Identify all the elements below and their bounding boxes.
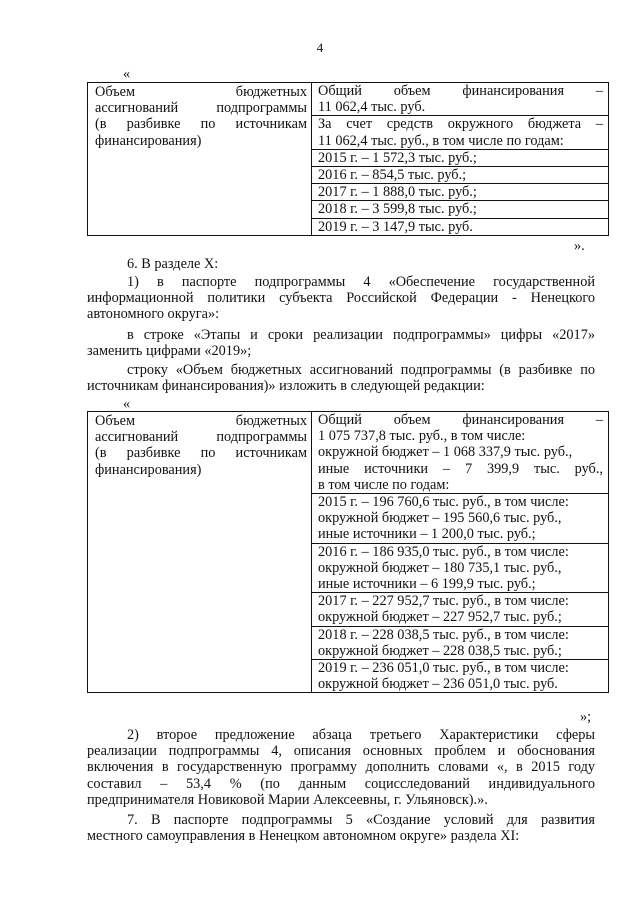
p7-line: 7. В паспорте подпрограммы 5 «Создание условий для развития xyxy=(127,812,595,828)
p2-line: включения в государственную программу дополнить словами «, в 2015 году xyxy=(87,759,595,776)
table2-label-cell xyxy=(88,412,312,693)
item1-line: 1) в паспорте подпрограммы 4 «Обеспечение государственной xyxy=(127,274,595,290)
table2-line: окружной бюджет – 227 952,7 тыс. руб.; xyxy=(318,609,562,626)
table1-label-line: Объем бюджетных xyxy=(95,84,307,100)
table2-line: 2019 г. – 236 051,0 тыс. руб., в том числе: xyxy=(318,660,569,677)
table2-row-2015 xyxy=(312,494,608,544)
table2-row-2017 xyxy=(312,593,608,626)
table2-line: иные источники – 6 199,9 тыс. руб.; xyxy=(318,576,536,593)
table1-label-line: финансирования) xyxy=(95,132,202,149)
table1-line: 2018 г. – 3 599,8 тыс. руб.; xyxy=(318,201,477,218)
p2-line: составил – 53,4 % (по данным социсследований индивидуального xyxy=(87,775,595,792)
table2-row-2018 xyxy=(312,627,608,660)
table2-line: окружной бюджет – 195 560,6 тыс. руб., xyxy=(318,510,562,527)
table1-line: 2019 г. – 3 147,9 тыс. руб. xyxy=(318,218,473,235)
row-line: строку «Объем бюджетных ассигнований подпрограммы (в разбивке по xyxy=(127,362,595,378)
paragraph-2 xyxy=(87,727,595,808)
table2-label-line: (в разбивке по источникам xyxy=(95,445,307,462)
table1-row-okrug xyxy=(312,116,608,149)
table2-line: Общий объем финансирования – xyxy=(318,412,603,428)
stages-line: заменить цифрами «2019»; xyxy=(87,343,252,360)
table1-value-cell xyxy=(312,83,609,236)
table2-row-total xyxy=(312,412,608,494)
table2-label-line: финансирования) xyxy=(95,461,202,478)
table1-line: 11 062,4 тыс. руб. xyxy=(318,99,426,116)
table2-label-line: Объем бюджетных xyxy=(95,413,307,429)
table2-line: 1 075 737,8 тыс. руб., в том числе: xyxy=(318,428,526,445)
table1-row-2017 xyxy=(312,184,608,201)
table2-row-2016 xyxy=(312,544,608,594)
table2-line: 2015 г. – 196 760,6 тыс. руб., в том числе: xyxy=(318,494,569,511)
table1-line: 2016 г. – 854,5 тыс. руб.; xyxy=(318,167,467,184)
table1-line: За счет средств окружного бюджета – xyxy=(318,116,603,133)
closing-quote-1: ». xyxy=(574,238,585,254)
p2-line: реализации подпрограммы 4, описания основных проблем и обоснования xyxy=(87,743,595,760)
stages-line: в строке «Этапы и сроки реализации подпрограммы» цифры «2017» xyxy=(127,327,595,343)
table1-line: Общий объем финансирования – xyxy=(318,83,603,99)
table2-line: 2017 г. – 227 952,7 тыс. руб., в том числе: xyxy=(318,593,569,610)
row-line: источникам финансирования)» изложить в следующей редакции: xyxy=(87,378,485,395)
paragraph-row xyxy=(87,362,595,394)
table1-row-2019 xyxy=(312,219,608,235)
table1-line: 2015 г. – 1 572,3 тыс. руб.; xyxy=(318,149,477,166)
table2-line: окружной бюджет – 180 735,1 тыс. руб., xyxy=(318,559,562,576)
p2-line: предпринимателя Новиковой Марии Алексеевны, г. Ульяновск).». xyxy=(87,791,488,808)
paragraph-7 xyxy=(87,812,595,844)
table2-label-line: ассигнований подпрограммы xyxy=(95,429,307,446)
table1-row-total xyxy=(312,83,608,116)
closing-quote-2: »; xyxy=(580,709,592,725)
table2-line: окружной бюджет – 236 051,0 тыс. руб. xyxy=(318,676,558,693)
budget-table-1 xyxy=(87,82,609,236)
table1-label-cell xyxy=(88,83,312,236)
item1-line: информационной политики субъекта Российской Федерации - Ненецкого xyxy=(87,290,595,307)
table1-label-line: (в разбивке по источникам xyxy=(95,116,307,133)
table2-value-cell xyxy=(312,412,609,693)
table2-line: 2018 г. – 228 038,5 тыс. руб., в том числе: xyxy=(318,626,569,643)
paragraph-item1 xyxy=(87,274,595,323)
table1-line: 11 062,4 тыс. руб., в том числе по годам: xyxy=(318,132,564,149)
paragraph-stages xyxy=(87,327,595,359)
item1-line: автономного округа»: xyxy=(87,306,220,323)
p2-line: 2) второе предложение абзаца третьего Характеристики сферы xyxy=(127,727,595,743)
section-heading: 6. В разделе X: xyxy=(127,256,219,272)
table2-line: иные источники – 1 200,0 тыс. руб.; xyxy=(318,526,536,543)
table2-row-2019 xyxy=(312,660,608,692)
table2-line: иные источники – 7 399,9 тыс. руб., xyxy=(318,460,603,477)
table2-line: окружной бюджет – 228 038,5 тыс. руб.; xyxy=(318,642,562,659)
opening-quote-1: « xyxy=(123,66,131,82)
table1-row-2015 xyxy=(312,150,608,167)
page-number: 4 xyxy=(316,40,324,55)
table2-line: окружной бюджет – 1 068 337,9 тыс. руб., xyxy=(318,444,573,461)
budget-table-2 xyxy=(87,411,609,693)
table1-row-2016 xyxy=(312,167,608,184)
opening-quote-2: « xyxy=(123,396,131,412)
table1-line: 2017 г. – 1 888,0 тыс. руб.; xyxy=(318,184,477,201)
table2-line: 2016 г. – 186 935,0 тыс. руб., в том числе: xyxy=(318,543,569,560)
table1-row-2018 xyxy=(312,201,608,218)
p7-line: местного самоуправления в Ненецком автономном округе» раздела XI: xyxy=(87,828,520,845)
table2-line: в том числе по годам: xyxy=(318,476,450,493)
table1-label-line: ассигнований подпрограммы xyxy=(95,100,307,117)
